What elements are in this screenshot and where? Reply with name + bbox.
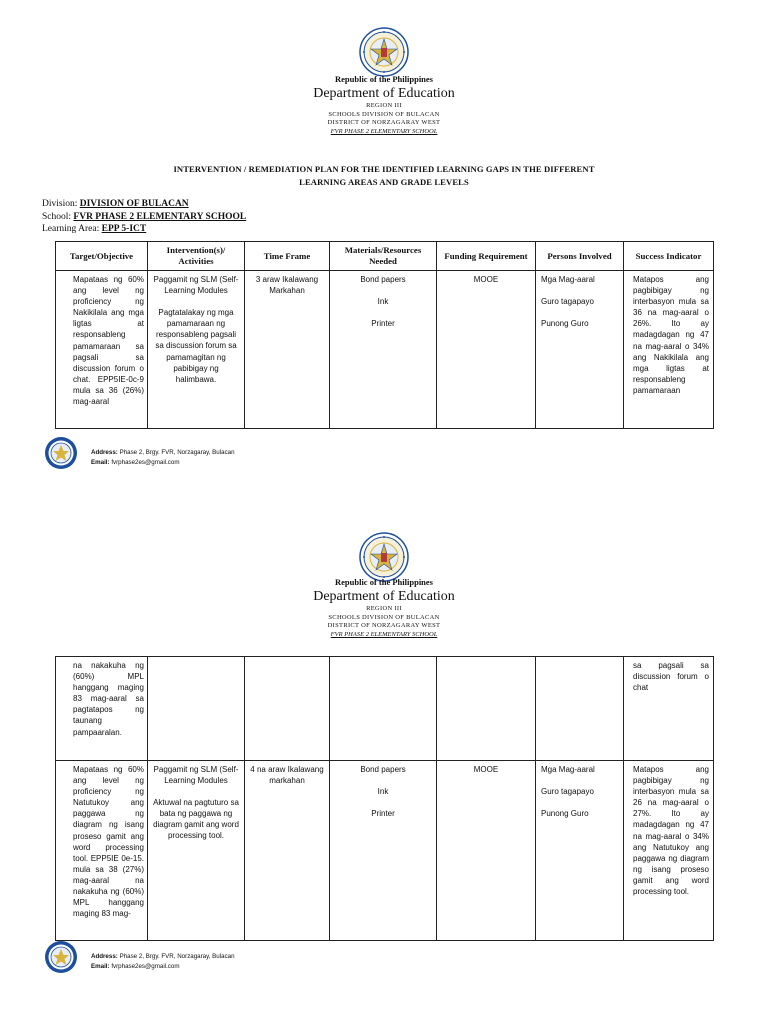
cell-persons — [536, 271, 624, 429]
footer-contact — [91, 952, 235, 971]
header-target: Target/Objective — [56, 242, 148, 271]
header-success: Success Indicator — [624, 242, 714, 271]
school-seal-icon — [44, 436, 78, 470]
department-name: Department of Education — [313, 589, 455, 604]
page-footer — [44, 436, 744, 472]
republic-line: Republic of the Philippines — [334, 577, 433, 587]
cell-target: na nakakuha ng (60%) MPL hanggang maging 83 mag-aaral sa pagtatapos ng taunang pampaaralan. — [56, 657, 148, 761]
cell-time-frame: 3 araw Ikalawang Markahan — [245, 271, 330, 429]
document-page-1 — [0, 0, 768, 478]
department-name: Department of Education — [313, 86, 455, 101]
plan-title-line-2: LEARNING AREAS AND GRADE LEVELS — [299, 177, 469, 187]
cell-funding — [437, 657, 536, 761]
activity-2: Pagtatalakay ng mga pamamaraan ng responsableng pagsali sa discussion forum sa pamamagitan ng pabibigay ng halimbawa. — [155, 308, 237, 384]
cell-funding: MOOE — [437, 761, 536, 941]
meta-division: Division: DIVISION OF BULACAN — [42, 199, 189, 209]
district-line: DISTRICT OF NORZAGARAY WEST — [327, 622, 441, 629]
cell-activities — [148, 657, 245, 761]
cell-activities — [148, 271, 245, 429]
person-item: Guro tagapayo — [541, 297, 594, 307]
letterhead — [0, 74, 768, 136]
material-item: Bond papers — [360, 275, 406, 284]
republic-line: Republic of the Philippines — [334, 74, 433, 84]
deped-seal-icon — [359, 532, 409, 582]
plan-title-line-1: INTERVENTION / REMEDIATION PLAN FOR THE IDENTIFIED LEARNING GAPS IN THE DIFFERENT — [173, 164, 595, 174]
division-line: SCHOOLS DIVISION OF BULACAN — [328, 110, 440, 118]
cell-materials — [330, 657, 437, 761]
material-item: Printer — [371, 319, 395, 329]
material-item: Ink — [377, 297, 389, 307]
document-page-2 — [0, 506, 768, 982]
activity-2: Aktuwal na pagtuturo sa bata ng paggawa ng diagram gamit ang word processing tool. — [153, 798, 239, 841]
school-seal-icon — [44, 940, 78, 974]
plan-title — [0, 163, 768, 189]
cell-activities — [148, 761, 245, 941]
school-line: FVR PHASE 2 ELEMENTARY SCHOOL — [330, 630, 438, 638]
footer-address: Address: Phase 2, Brgy. FVR, Norzagaray, Bulacan — [91, 953, 235, 960]
letterhead — [0, 577, 768, 639]
activity-1: Paggamit ng SLM (Self-Learning Modules — [153, 275, 239, 296]
cell-persons — [536, 761, 624, 941]
cell-time-frame: 4 na araw Ikalawang markahan — [245, 761, 330, 941]
header-time-frame: Time Frame — [245, 242, 330, 271]
person-item: Mga Mag-aaral — [541, 765, 595, 774]
table-header-row — [56, 242, 714, 271]
page-footer — [44, 940, 744, 976]
division-line: SCHOOLS DIVISION OF BULACAN — [328, 613, 440, 621]
region-line: REGION III — [366, 102, 402, 109]
person-item: Punong Guro — [541, 319, 589, 329]
person-item: Punong Guro — [541, 809, 589, 819]
table-row — [56, 761, 714, 941]
cell-time-frame — [245, 657, 330, 761]
deped-seal-icon — [359, 27, 409, 77]
activity-1: Paggamit ng SLM (Self-Learning Modules — [153, 765, 239, 786]
region-line: REGION III — [366, 605, 402, 612]
header-funding: Funding Requirement — [437, 242, 536, 271]
cell-target: Mapataas ng 60% ang level ng proficiency ng Nakikilala ang mga ligtas at responsableng pamamaraan sa pagsali sa discussion forum o chat. EPP5IE-0c-9 mula sa 36 (26%) mag-aaral — [56, 271, 148, 429]
footer-contact — [91, 448, 235, 467]
cell-materials — [330, 271, 437, 429]
meta-learning-area: Learning Area: EPP 5-ICT — [42, 224, 147, 234]
header-materials: Materials/Resources Needed — [330, 242, 437, 271]
person-item: Mga Mag-aaral — [541, 275, 595, 284]
footer-email: Email: fvrphase2es@gmail.com — [91, 962, 180, 970]
cell-target: Mapataas ng 60% ang level ng proficiency ng Natutukoy ang paggawa ng diagram ng isang proseso gamit ang word processing tool. EPP5IE 0e-15. mula sa 38 (27%) mag-aaral na nakakuha ng (60%) MPL hanggang maging 83 mag- — [56, 761, 148, 941]
person-item: Guro tagapayo — [541, 787, 594, 797]
district-line: DISTRICT OF NORZAGARAY WEST — [327, 119, 441, 126]
material-item: Ink — [377, 787, 389, 797]
cell-success: Matapos ang pagbibigay ng interbasyon mula sa 36 na mag-aaral o 26%. Ito ay madagdagan ng 47 na mag-aaral o 34% ang Nakikilala ang mga ligtas at responsableng pamamaraan — [624, 271, 714, 429]
footer-address: Address: Phase 2, Brgy. FVR, Norzagaray, Bulacan — [91, 449, 235, 456]
material-item: Bond papers — [360, 765, 406, 774]
table-row — [56, 657, 714, 761]
cell-materials — [330, 761, 437, 941]
cell-success: sa pagsali sa discussion forum o chat — [624, 657, 714, 761]
plan-table-continued — [55, 656, 714, 941]
cell-funding: MOOE — [437, 271, 536, 429]
cell-success: Matapos ang pagbibigay ng interbasyon mula sa 26 na mag-aaral o 27%. Ito ay madagdagan ng 47 na mag-aaral o 34% ang Natutukoy ang paggawa ng diagram ng isang proseso gamit ang word processing tool. — [624, 761, 714, 941]
table-row — [56, 271, 714, 429]
plan-table — [55, 241, 714, 429]
footer-email: Email: fvrphase2es@gmail.com — [91, 458, 180, 466]
cell-persons — [536, 657, 624, 761]
plan-meta — [42, 198, 246, 236]
header-persons: Persons Involved — [536, 242, 624, 271]
school-line: FVR PHASE 2 ELEMENTARY SCHOOL — [330, 127, 438, 135]
meta-school: School: FVR PHASE 2 ELEMENTARY SCHOOL — [42, 211, 247, 222]
page-gap — [0, 478, 768, 506]
header-activities: Intervention(s)/ Activities — [148, 242, 245, 271]
material-item: Printer — [371, 809, 395, 819]
